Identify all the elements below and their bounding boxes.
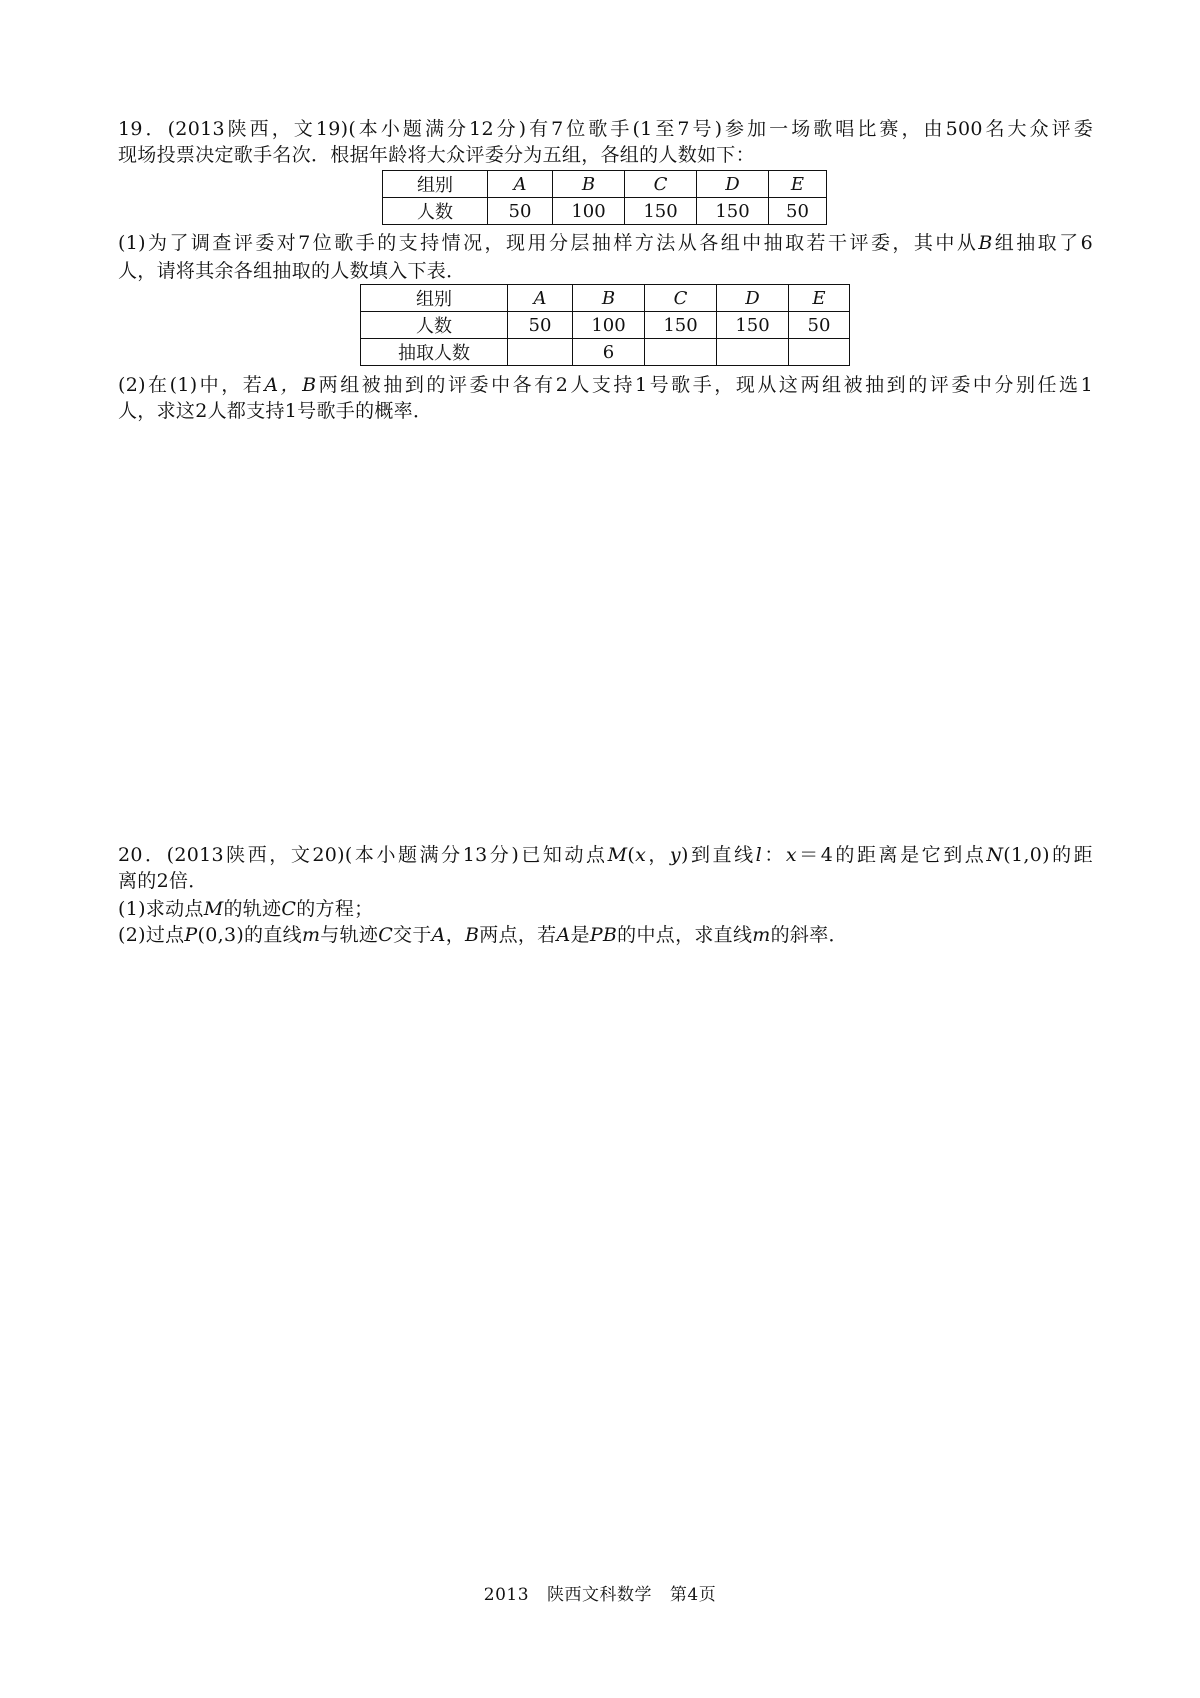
q19-score: (本小题满分12分) [348, 118, 527, 140]
table1-group-c: C [653, 173, 668, 195]
q19-intro: 有7位歌手(1至7号)参加一场歌唱比赛，由500名大众评委 [526, 118, 1093, 140]
q20-var-m: M [607, 844, 628, 866]
table1-count-d: 150 [697, 198, 769, 225]
q20-var-x: x [635, 844, 647, 866]
q20-var-pb: PB [589, 924, 618, 946]
q19-part2-line-2: 人，求这2人都支持1号歌手的概率． [118, 400, 433, 422]
table2-count-c: 150 [645, 312, 717, 339]
table-row [383, 171, 827, 198]
q19-part2-text-c: 两组被抽到的评委中各有2人支持1号歌手，现从这两组被抽到的评委中分别任选1 [316, 374, 1094, 396]
table1-group-a: A [513, 173, 527, 195]
table-row [361, 339, 850, 366]
q19-line-2: 现场投票决定歌手名次．根据年龄将大众评委分为五组，各组的人数如下： [118, 144, 755, 166]
table1-count-label: 人数 [383, 198, 488, 225]
q20-text: )到直线 [680, 844, 756, 866]
table2-sampled-d[interactable] [717, 339, 789, 366]
table2-group-d: D [745, 287, 760, 309]
q20-part2-text: ， [445, 924, 465, 946]
q20-var-l: l [755, 844, 763, 866]
table2-group-e: E [812, 287, 826, 309]
q19-part1-group-b: B [978, 232, 993, 254]
table2-header-label: 组别 [361, 285, 508, 312]
q20-part2-text: 是 [570, 924, 590, 946]
table1-count-e: 50 [769, 198, 827, 225]
table1-count-a: 50 [488, 198, 553, 225]
table-row [361, 285, 850, 312]
table1-count-b: 100 [553, 198, 625, 225]
q20-text: ＝4的距离是它到点 [796, 844, 987, 866]
q20-var-c: C [378, 924, 394, 946]
table2-sampled-a[interactable] [508, 339, 573, 366]
q19-part1-line-2: 人，请将其余各组抽取的人数填入下表． [118, 260, 466, 282]
q20-part2 [118, 922, 848, 948]
table1-group-e: E [790, 173, 805, 195]
q20-var-a: A [431, 924, 446, 946]
q20-part2-text: (2)过点 [118, 924, 185, 946]
table2-sampled-e[interactable] [789, 339, 850, 366]
page-footer [0, 1580, 1200, 1605]
q20-score: (本小题满分13分) [344, 844, 520, 866]
table1-header-label: 组别 [383, 171, 488, 198]
q20-var-p: P [184, 924, 198, 946]
q20-part1-text: 的轨迹 [223, 898, 282, 920]
q20-part2-text: 的中点，求直线 [617, 924, 753, 946]
footer-title: 陕西文科数学 [546, 1585, 652, 1605]
table1-group-d: D [725, 173, 740, 195]
q20-text: ( [627, 844, 636, 866]
q19-part1-line-1 [118, 230, 1093, 256]
table2-count-label: 人数 [361, 312, 508, 339]
q19-part2-groups: A，B [264, 374, 317, 396]
q19-number: 19． [118, 118, 168, 140]
q19-part2-line-1 [118, 372, 1093, 398]
q20-part2-text: 与轨迹 [320, 924, 379, 946]
q20-var-m: M [203, 898, 224, 920]
table2-sampled-b: 6 [573, 339, 645, 366]
table2-count-b: 100 [573, 312, 645, 339]
q20-number: 20． [118, 844, 167, 866]
q20-text: ： [762, 844, 786, 866]
q19-part2-text-a: (2)在(1)中，若 [118, 374, 265, 396]
table2-count-a: 50 [508, 312, 573, 339]
q20-part2-text: 的斜率． [770, 924, 848, 946]
footer-year: 2013 [483, 1585, 530, 1605]
q20-part1-text: 的方程； [296, 898, 374, 920]
q20-var-m: m [752, 924, 771, 946]
q20-part2-text: 交于 [393, 924, 432, 946]
q19-part1-text-c: 组抽取了6 [992, 232, 1094, 254]
table2-group-b: B [601, 287, 616, 309]
table2-group-c: C [673, 287, 688, 309]
q20-part2-text: (0,3)的直线 [197, 924, 302, 946]
q19-line-1 [118, 116, 1093, 142]
table2-sampled-c[interactable] [645, 339, 717, 366]
q20-line-1 [118, 842, 1093, 868]
q20-var-c: C [281, 898, 297, 920]
q20-var-m: m [301, 924, 321, 946]
q20-text: 已知动点 [519, 844, 608, 866]
q20-text: (1,0)的距 [1003, 844, 1093, 866]
table1-count-c: 150 [625, 198, 697, 225]
table1-group-b: B [581, 173, 596, 195]
q20-var-b: B [465, 924, 480, 946]
table-row [361, 312, 850, 339]
q20-part1 [118, 896, 373, 922]
q20-source: (2013陕西，文20) [166, 844, 345, 866]
q19-part1-text-a: (1)为了调查评委对7位歌手的支持情况，现用分层抽样方法从各组中抽取若干评委，其中从 [118, 232, 979, 254]
q20-var-a: A [556, 924, 571, 946]
table2-count-e: 50 [789, 312, 850, 339]
q20-var-x: x [785, 844, 797, 866]
q20-line-2: 离的2倍． [118, 870, 208, 892]
table2-group-a: A [533, 287, 547, 309]
table-row [383, 198, 827, 225]
q20-part2-text: 两点，若 [479, 924, 557, 946]
q20-var-n: N [986, 844, 1004, 866]
q20-part1-text: (1)求动点 [118, 898, 204, 920]
table2-count-d: 150 [717, 312, 789, 339]
q19-table-2 [360, 284, 850, 366]
q20-var-y: y [669, 844, 681, 866]
footer-page-number: 第4页 [669, 1585, 717, 1605]
q20-text: ， [646, 844, 670, 866]
q19-source: (2013陕西，文19) [167, 118, 349, 140]
table2-sampled-label: 抽取人数 [361, 339, 508, 366]
q19-table-1 [382, 170, 827, 225]
